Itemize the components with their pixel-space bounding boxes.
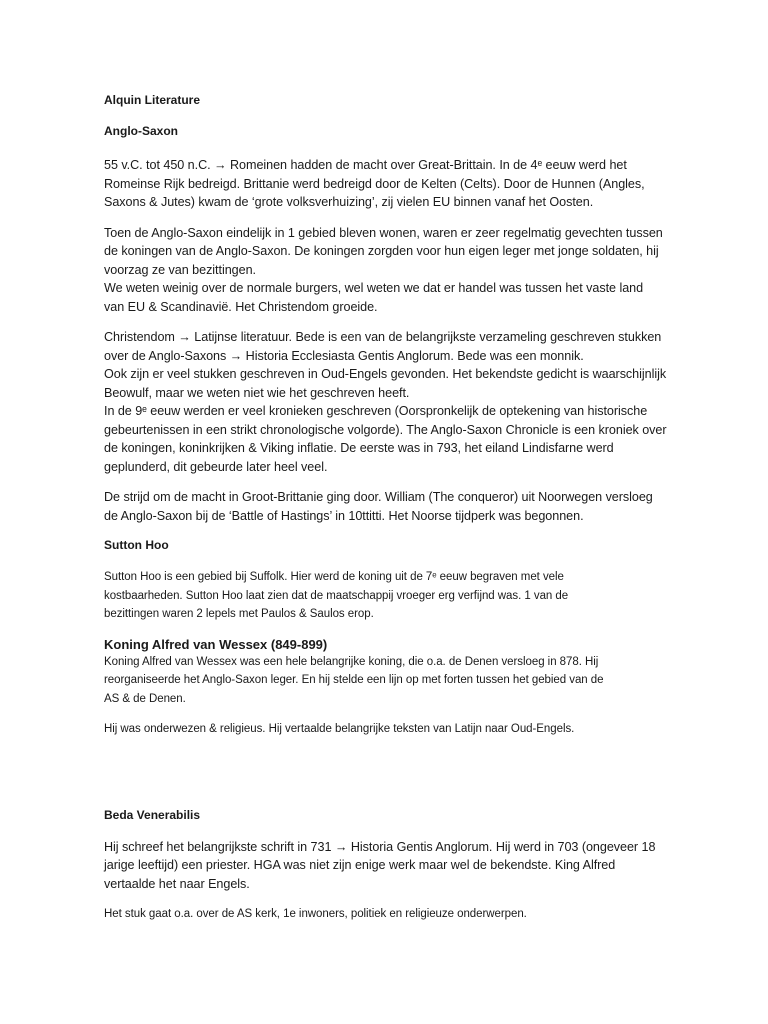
text-line: vertaalde het naar Engels. <box>104 876 250 891</box>
text-line: voorzag ze van bezittingen. <box>104 262 256 277</box>
text-line: reorganiseerde het Anglo-Saxon leger. En hij stelde een lijn op met forten tussen het gebied van de <box>104 674 604 686</box>
section-heading-beda-venerabilis: Beda Venerabilis <box>104 807 201 822</box>
text-line: Beowulf, maar we weten niet wie het geschreven heeft. <box>104 385 410 400</box>
text-line: Hij was onderwezen & religieus. Hij vertaalde belangrijke teksten van Latijn naar Oud-Engels. <box>104 723 575 735</box>
text-line: 55 v.C. tot 450 n.C. → Romeinen hadden de macht over Great-Brittain. In de 4ᵉ eeuw werd het <box>104 158 627 172</box>
text-line: de koningen, koninkrijken & Viking inflatie. De eerste was in 793, het eiland Lindisfarne werd <box>104 441 614 455</box>
paragraph-romeinen <box>104 156 664 212</box>
text-line: Sutton Hoo is een gebied bij Suffolk. Hier werd de koning uit de 7ᵉ eeuw begraven met vele <box>104 571 564 583</box>
text-line: over de Anglo-Saxons → Historia Ecclesiasta Gentis Anglorum. Bede was een monnik. <box>104 348 584 363</box>
text-line: van EU & Scandinavië. Het Christendom groeide. <box>104 299 378 314</box>
text-line: De strijd om de macht in Groot-Brittanie ging door. William (The conqueror) uit Noorwegen versloeg <box>104 490 653 504</box>
section-beda-venerabilis <box>104 807 664 924</box>
paragraph-beda-stuk <box>104 905 664 924</box>
text-line: Koning Alfred van Wessex was een hele belangrijke koning, die o.a. de Denen versloeg in 878. Hij <box>104 655 599 668</box>
text-line: de Anglo-Saxon bij de ‘Battle of Hastings’ in 10ttitti. Het Noorse tijdperk was begonnen. <box>104 508 584 523</box>
paragraph-koning-alfred <box>104 653 664 709</box>
text-line: kostbaarheden. Sutton Hoo laat zien dat de maatschappij vroeger erg verfijnd was. 1 van de <box>104 589 569 602</box>
text-line: In de 9ᵉ eeuw werden er veel kronieken geschreven (Oorspronkelijk de optekening van historische <box>104 404 648 418</box>
text-line: Ook zijn er veel stukken geschreven in Oud-Engels gevonden. Het bekendste gedicht is waarschijnlijk <box>104 367 667 381</box>
section-sutton-hoo <box>104 537 664 624</box>
paragraph-strijd <box>104 488 664 525</box>
text-line: de koningen van de Anglo-Saxon. De koningen zorgden voor hun eigen leger met jonge soldaten, hij <box>104 244 659 258</box>
text-line: Toen de Anglo-Saxon eindelijk in 1 gebied bleven wonen, waren er zeer regelmatig gevechten tussen <box>104 225 663 240</box>
text-line: We weten weinig over de normale burgers, wel weten we dat er handel was tussen het vaste land <box>104 281 644 295</box>
section-heading-sutton-hoo: Sutton Hoo <box>104 538 169 552</box>
paragraph-christendom <box>104 328 667 476</box>
document-title: Alquin Literature <box>104 93 201 107</box>
text-line: Saxons & Jutes) kwam de ‘grote volksverhuizing’, zij vielen EU binnen vanaf het Oosten. <box>104 195 594 209</box>
text-line: bezittingen waren 2 lepels met Paulos & Saulos erop. <box>104 608 374 620</box>
text-line: AS & de Denen. <box>104 692 186 705</box>
text-line: jarige leeftijd) een priester. HGA was niet zijn enige werk maar wel de bekendste. King Alfred <box>104 858 616 872</box>
section-heading-koning-alfred: Koning Alfred van Wessex (849-899) <box>104 636 328 652</box>
section-koning-alfred <box>104 636 664 739</box>
text-line: Romeinse Rijk bedreigd. Brittanie werd bedreigd door de Kelten (Celts). Door de Hunnen (Angles, <box>104 176 645 191</box>
document-page <box>104 92 667 936</box>
text-line: gebeurtenissen in een strikt chronologische volgorde). The Anglo-Saxon Chronicle is een kroniek over <box>104 422 667 437</box>
paragraph-beda <box>104 838 664 894</box>
paragraph-sutton-hoo <box>104 568 664 624</box>
text-line: Hij schreef het belangrijkste schrift in 731 → Historia Gentis Anglorum. Hij werd in 703 (ongeveer 18 <box>104 839 656 854</box>
text-line: Het stuk gaat o.a. over de AS kerk, 1e inwoners, politiek en religieuze onderwerpen. <box>104 908 527 920</box>
section-heading-anglo-saxon: Anglo-Saxon <box>104 124 178 138</box>
text-line: Christendom → Latijnse literatuur. Bede is een van de belangrijkste verzameling geschreven stukken <box>104 330 662 344</box>
section-anglo-saxon <box>104 123 667 525</box>
paragraph-anglo-saxon-gevechten <box>104 224 664 317</box>
text-line: geplunderd, dit gebeurde later heel veel. <box>104 459 328 474</box>
paragraph-alfred-religieus <box>104 720 664 739</box>
